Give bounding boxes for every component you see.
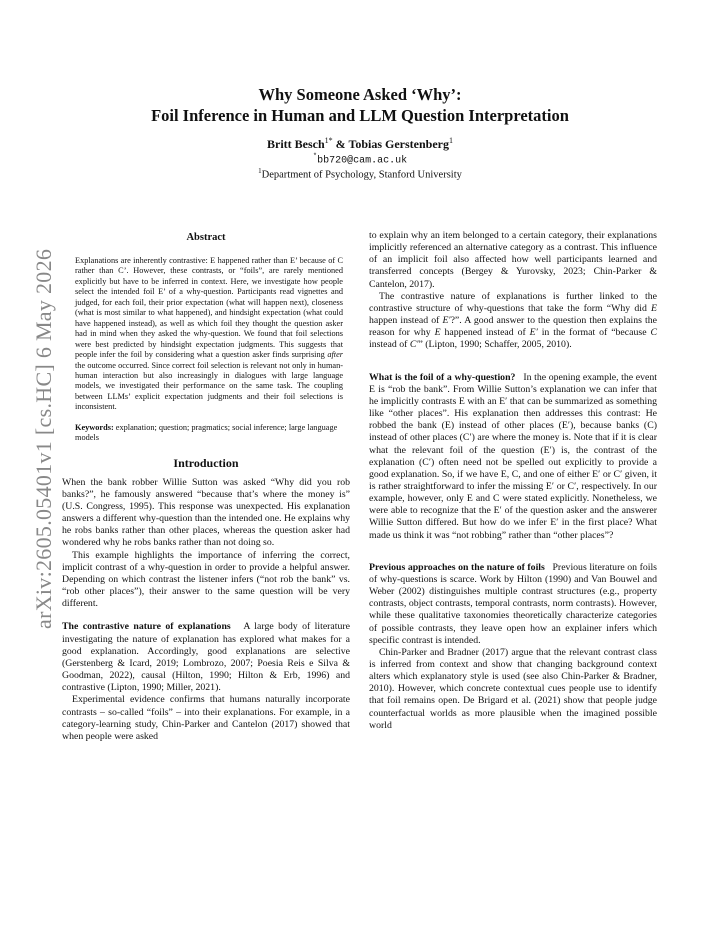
paragraph-text: ” (Lipton, 1990; Schaffer, 2005, 2010).	[418, 339, 572, 351]
author-affil-mark: 1	[449, 136, 453, 145]
email-address[interactable]: bb720@cam.ac.uk	[317, 155, 408, 167]
email-mark: *	[312, 153, 318, 161]
body-paragraph: Chin-Parker and Bradner (2017) argue that the relevant contrast class is inferred from context and show that changing background context alters which explanatory style is used (see also Chin-Parker & Bradner, 2010). However, which concrete contextual cues people use to identify that foil remains open. De Brigard et al. (2021) show that people judge counterfactual worlds as more plausible when the imagined possible world	[369, 646, 657, 731]
author-name: Britt Besch	[267, 137, 325, 151]
paragraph-text: in the format of “because	[537, 327, 651, 339]
subsection-heading: Previous approaches on the nature of foils	[369, 561, 545, 573]
affiliation-mark: 1	[258, 167, 262, 176]
introduction-heading: Introduction	[173, 455, 239, 470]
left-column	[62, 232, 350, 743]
abstract-text-part: the outcome occurred. Since correct foil selection is relevant not only in human-human interaction but also increasingly in dialogues with large language models, we investigated their performance on the same task. The coupling between LLMs’ explicit expectation judgments and their foil selections is inconsistent.	[75, 360, 343, 412]
arxiv-identifier: arXiv:2605.05401v1 [cs.HC] 6 May 2026	[31, 248, 56, 629]
math-variable: E	[434, 327, 441, 339]
abstract-heading: Abstract	[186, 232, 226, 243]
paragraph-text: In the opening example, the event E is “rob the bank”. From Willie Sutton’s explanation we can infer that he implicitly contrasts E with an E′ that can be summarized as something like “other places”. His explanation then addresses this contrast: He robbed the bank (E) instead of other places (E′), because banks (C) instead of other places (C′) are where the money is. Note that if it is clear what the relevant foil of the question (E′) is, the contrast of the explanation (C′) often need not be spelled out explicitly to provide a good explanation. So, if we have E, C, and one of either E′ or C′ given, it is rather straightforward to infer the missing E′ or C′, respectively. In our example, however, only E and C were stated explicitly. Nonetheless, we were able to recognize that the E′ of the question asker and the answerer Willie Sutton differed. But how do we infer E′ in the first place? What made us think it was “not robbing” rather than “other places”?	[369, 371, 657, 541]
intro-paragraph	[62, 621, 350, 694]
paper-header	[62, 84, 658, 181]
keywords	[75, 423, 343, 444]
author-name: Tobias Gerstenberg	[348, 137, 449, 151]
author-email[interactable]	[62, 153, 658, 166]
keywords-label: Keywords:	[75, 422, 114, 432]
math-variable: E	[651, 302, 657, 314]
author-separator: &	[332, 137, 349, 151]
affiliation	[62, 167, 658, 181]
right-column	[369, 230, 657, 732]
body-paragraph	[369, 372, 657, 542]
intro-paragraph: This example highlights the importance of inferring the correct, implicit contrast of a why-question in order to provide a helpful answer. Depending on which contrast the listener infers (“not rob the bank” vs. “rob other places”), their answer to the same question will be very different.	[62, 549, 350, 610]
paragraph-text: ?”. A good answer to the question then explains the reason for why	[369, 315, 657, 339]
abstract-emphasis: after	[327, 350, 343, 360]
paper-title-line-2: Foil Inference in Human and LLM Question Interpretation	[151, 106, 569, 125]
paragraph-text: A large body of literature investigating the nature of explanation has explored what makes for a good explanation. Accordingly, good explanations are selective (Gerstenberg & Icard, 2019; Lombrozo, 2007; Poesia Reis e Silva & Goodman, 2022), causal (Hilton, 1990; Hilton & Erb, 1996) and contrastive (Lipton, 1990; Miller, 2021).	[62, 621, 351, 694]
paper-title-line-1: Why Someone Asked ‘Why’:	[258, 85, 462, 104]
paragraph-text: Previous literature on foils of why-questions is scarce. Work by Hilton (1990) and Van Bouwel and Weber (2002) distinguishes multiple contrast structures (e.g., property contrasts, object contrasts, temporal contrasts, norm contrasts). However, while these qualitative taxonomies theoretically characterize categories of possible contrasts, they leave open how an explainer infers which specific contrast is intended.	[369, 561, 657, 646]
math-variable: C′	[409, 339, 419, 351]
intro-paragraph: When the bank robber Willie Sutton was asked “Why did you rob banks?”, he famously answered “because that’s where the money is” (U.S. Congress, 1995). This response was unexpected. His explanation answers a different why-question than the intended one. He explains why he robs banks rather than other places, whereas the question asker had wondered why he robs banks rather than not doing so.	[62, 476, 350, 549]
body-paragraph	[369, 562, 657, 647]
intro-paragraph: Experimental evidence confirms that humans naturally incorporate contrasts – so-called “foils” – into their explanations. For example, in a category-learning study, Chin-Parker and Cantelon (2017) showed that when people were asked	[62, 694, 350, 742]
body-paragraph: to explain why an item belonged to a certain category, their explanations implicitly referenced an alternative category as a contrast. This influence of an implicit foil also affected how well participants learned and transferred concepts (Bergey & Yurovsky, 2023; Chin-Parker & Cantelon, 2017).	[369, 230, 657, 290]
keywords-list: explanation; question; pragmatics; social inference; large language models	[75, 422, 338, 443]
abstract-text-part: Explanations are inherently contrastive: E happened rather than E’ because of C rather than C’. However, these contrasts, or “foils”, are rarely mentioned explicitly but have to be inferred in context. Here, we investigate how people select the intended foil E’ of a why-question. Participants read vignettes and judged, for each foil, their prior expectation (what will happen next), closeness (what is most similar to what happened), and hindsight expectation (what could have happened instead), as well as which foil they thought the question asker had in mind when they asked the why-question. We found that foil selections were best predicted by hindsight expectation judgments. This suggests that people infer the foil by considering what a question asker finds surprising	[75, 256, 343, 360]
paragraph-text: The contrastive nature of explanations is further linked to the contrastive structure of why-questions that take the form “Why did	[369, 290, 657, 314]
paragraph-text: happen instead of	[369, 315, 443, 327]
abstract-text	[75, 256, 343, 413]
paragraph-text: happened instead of	[440, 327, 530, 339]
paragraph-text: instead of	[369, 339, 410, 351]
author-list	[62, 136, 658, 152]
math-variable: C	[650, 327, 657, 339]
subsection-heading: The contrastive nature of explanations	[62, 621, 231, 633]
body-paragraph	[369, 291, 657, 352]
math-variable: E′	[442, 315, 451, 327]
affiliation-text: Department of Psychology, Stanford University	[261, 169, 462, 181]
subsection-heading: What is the foil of a why-question?	[369, 371, 516, 383]
author-affil-mark: 1*	[324, 136, 333, 145]
math-variable: E′	[529, 327, 538, 339]
